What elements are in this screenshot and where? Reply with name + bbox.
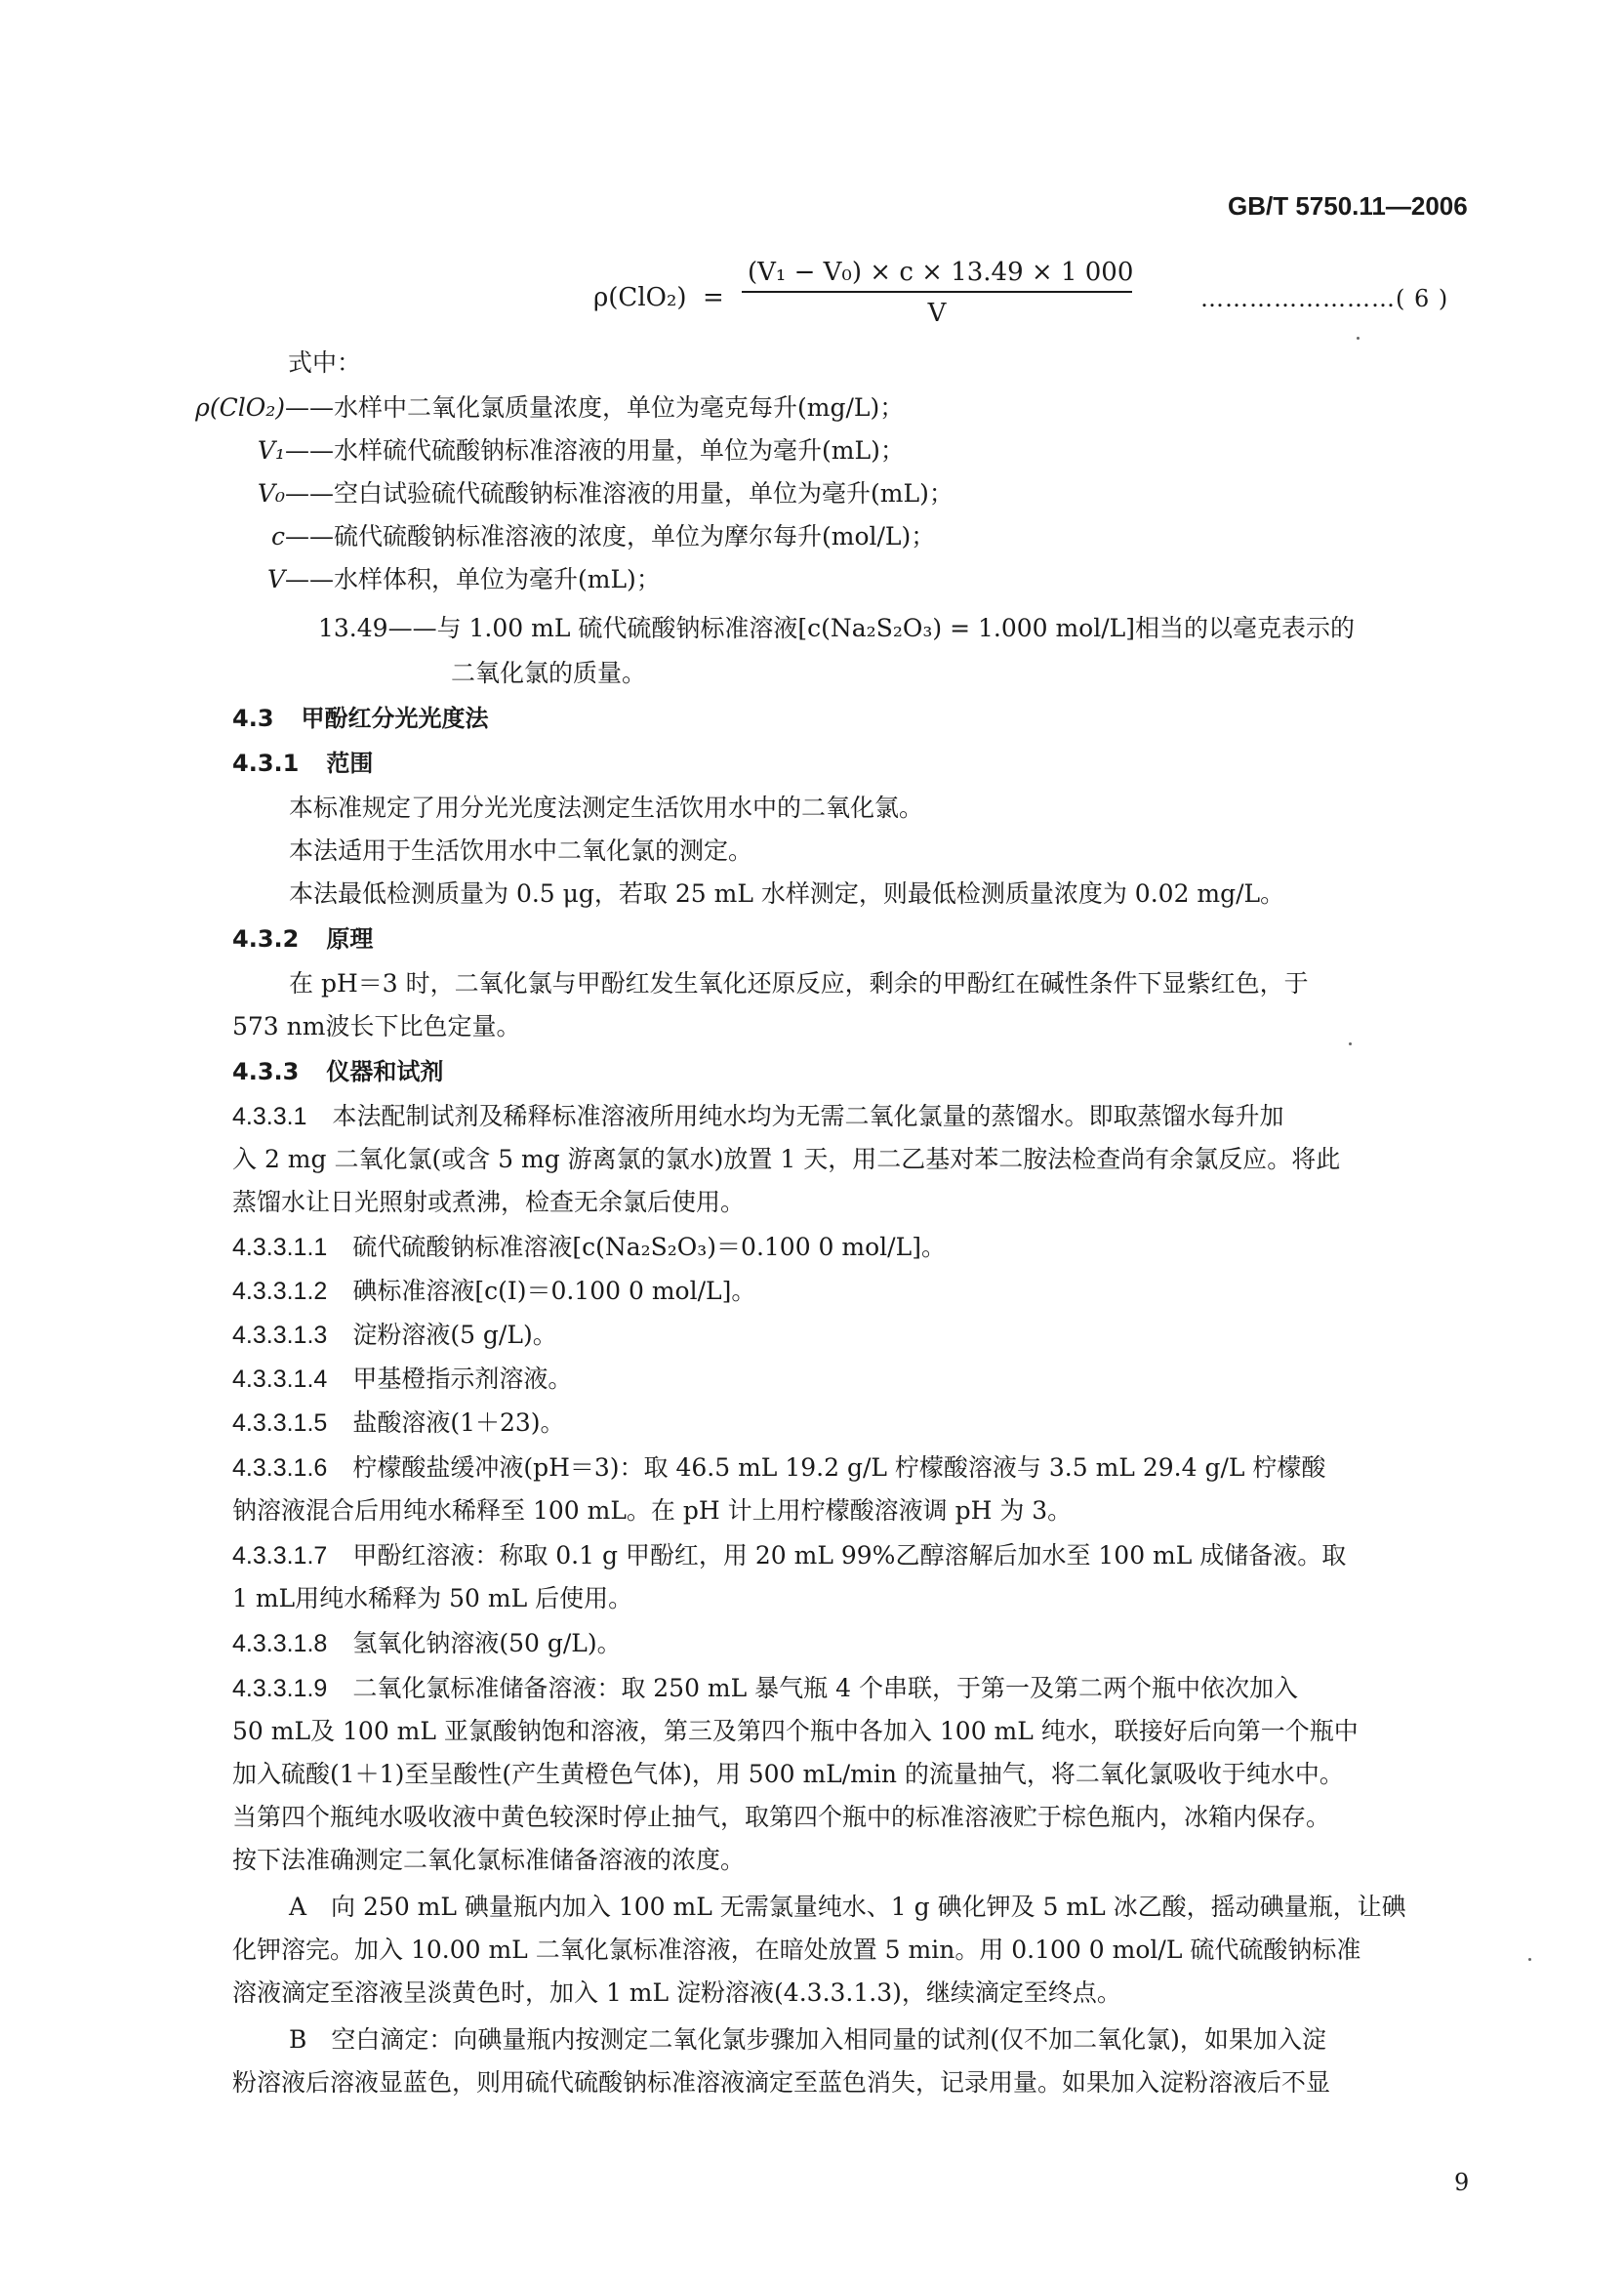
- clause-4-3-3-1-9: [232, 1669, 1298, 1704]
- clause-4-3-3-1-2: [232, 1272, 755, 1307]
- paragraph: 在 pH＝3 时，二氧化氯与甲酚红发生氧化还原反应，剩余的甲酚红在碱性条件下显紫红色，于: [289, 969, 1309, 998]
- clause-4-3-3-1-4: [232, 1360, 572, 1395]
- clause-number: 4.3.3.1.3: [232, 1322, 328, 1349]
- clause-text: 氢氧化钠溶液(50 g/L)。: [352, 1629, 622, 1657]
- clause-number: 4.3.3.1.5: [232, 1409, 328, 1437]
- paragraph: 本标准规定了用分光光度法测定生活饮用水中的二氧化氯。: [289, 794, 924, 822]
- section-title: 甲酚红分光光度法: [301, 705, 489, 732]
- clause-text: 淀粉溶液(5 g/L)。: [352, 1321, 557, 1349]
- variable-v0: [168, 474, 954, 510]
- variable-description: ——硫代硫酸钠标准溶液的浓度，单位为摩尔每升(mol/L)；: [285, 522, 936, 550]
- formula-equals: =: [703, 283, 724, 312]
- scan-speck: [1528, 1958, 1531, 1961]
- formula-denominator: V: [927, 299, 947, 328]
- paragraph: 钠溶液混合后用纯水稀释至 100 mL。在 pH 计上用柠檬酸溶液调 pH 为 3。: [232, 1496, 1073, 1525]
- variable-symbol: 13.49: [318, 614, 388, 642]
- clause-text: 柠檬酸盐缓冲液(pH＝3)：取 46.5 mL 19.2 g/L 柠檬酸溶液与 3.5 mL 29.4 g/L 柠檬酸: [352, 1453, 1326, 1482]
- step-b: B 空白滴定：向碘量瓶内按测定二氧化氯步骤加入相同量的试剂(仅不加二氧化氯)，如果加入淀: [289, 2025, 1326, 2054]
- clause-text: 盐酸溶液(1＋23)。: [352, 1408, 565, 1437]
- variable-symbol: V₀: [257, 479, 285, 508]
- paragraph: 50 mL及 100 mL 亚氯酸钠饱和溶液，第三及第四个瓶中各加入 100 mL 纯水，联接好后向第一个瓶中: [232, 1717, 1359, 1745]
- section-number: 4.3: [232, 705, 274, 732]
- section-title: 仪器和试剂: [326, 1058, 444, 1085]
- clause-text: 二氧化氯标准储备溶液：取 250 mL 暴气瓶 4 个串联，于第一及第二两个瓶中依次加入: [352, 1674, 1298, 1702]
- where-label: 式中：: [288, 348, 362, 377]
- clause-number: 4.3.3.1.2: [232, 1278, 328, 1305]
- scan-speck: [1349, 1042, 1352, 1045]
- section-4-3-3-heading: [232, 1052, 443, 1086]
- paragraph: 573 nm波长下比色定量。: [232, 1012, 521, 1040]
- variable-k: [318, 609, 1355, 644]
- paragraph: 化钾溶完。加入 10.00 mL 二氧化氯标准溶液，在暗处放置 5 min。用 0.100 0 mol/L 硫代硫酸钠标准: [232, 1936, 1361, 1964]
- paragraph: 本法最低检测质量为 0.5 μg，若取 25 mL 水样测定，则最低检测质量浓度为 0.02 mg/L。: [289, 879, 1285, 908]
- variable-v1: [168, 431, 905, 467]
- variable-symbol: c: [270, 522, 285, 550]
- clause-4-3-3-1-1: [232, 1228, 946, 1263]
- clause-text: 硫代硫酸钠标准溶液[c(Na₂S₂O₃)＝0.100 0 mol/L]。: [352, 1233, 946, 1261]
- section-4-3-2-heading: [232, 919, 373, 954]
- variable-description: ——水样体积，单位为毫升(mL)；: [285, 565, 661, 593]
- section-number: 4.3.3: [232, 1058, 300, 1085]
- page-number: 9: [1454, 2169, 1470, 2196]
- clause-number: 4.3.3.1.8: [232, 1630, 328, 1657]
- variable-rho: [168, 388, 904, 424]
- variable-symbol: V₁: [257, 436, 285, 465]
- clause-number: 4.3.3.1.7: [232, 1542, 328, 1570]
- clause-number: 4.3.3.1.1: [232, 1234, 328, 1261]
- formula-fraction: [742, 258, 1132, 328]
- paragraph: 溶液滴定至溶液呈淡黄色时，加入 1 mL 淀粉溶液(4.3.3.1.3)，继续滴定至终点。: [232, 1978, 1121, 2007]
- clause-number: 4.3.3.1.9: [232, 1675, 328, 1702]
- variable-description: ——与 1.00 mL 硫代硫酸钠标准溶液[c(Na₂S₂O₃) = 1.000 mol/L]相当的以毫克表示的: [387, 614, 1356, 642]
- variable-k-continued: 二氧化氯的质量。: [451, 659, 647, 687]
- clause-4-3-3-1-7: [232, 1536, 1346, 1571]
- variable-description: ——水样硫代硫酸钠标准溶液的用量，单位为毫升(mL)；: [285, 436, 905, 465]
- clause-4-3-3-1-8: [232, 1624, 622, 1659]
- clause-4-3-3-1-6: [232, 1448, 1325, 1484]
- clause-text: 甲基橙指示剂溶液。: [352, 1365, 573, 1393]
- clause-4-3-3-1-5: [232, 1404, 565, 1439]
- clause-4-3-3-1: [232, 1097, 1283, 1132]
- clause-text: 甲酚红溶液：称取 0.1 g 甲酚红，用 20 mL 99%乙醇溶解后加水至 100 mL 成储备液。取: [352, 1541, 1347, 1570]
- formula-numerator: (V₁ − V₀) × c × 13.49 × 1 000: [742, 258, 1132, 293]
- paragraph: 按下法准确测定二氧化氯标准储备溶液的浓度。: [232, 1846, 746, 1874]
- section-number: 4.3.2: [232, 925, 300, 953]
- variable-description: ——水样中二氧化氯质量浓度，单位为毫克每升(mg/L)；: [285, 393, 905, 422]
- paragraph: 1 mL用纯水稀释为 50 mL 后使用。: [232, 1584, 633, 1612]
- scan-speck: [1357, 337, 1360, 340]
- paragraph: 粉溶液后溶液显蓝色，则用硫代硫酸钠标准溶液滴定至蓝色消失，记录用量。如果加入淀粉溶液后不显: [232, 2068, 1331, 2097]
- paragraph: 蒸馏水让日光照射或煮沸，检查无余氯后使用。: [232, 1188, 746, 1216]
- clause-number: 4.3.3.1.6: [232, 1454, 328, 1482]
- clause-number: 4.3.3.1.4: [232, 1366, 328, 1393]
- clause-text: 碘标准溶液[c(I)＝0.100 0 mol/L]。: [352, 1277, 756, 1305]
- variable-c: [168, 517, 935, 552]
- paragraph: 入 2 mg 二氧化氯(或含 5 mg 游离氯的氯水)放置 1 天，用二乙基对苯二胺法检查尚有余氯反应。将此: [232, 1145, 1341, 1173]
- section-number: 4.3.1: [232, 750, 300, 777]
- clause-4-3-3-1-3: [232, 1316, 557, 1351]
- variable-symbol: ρ(ClO₂): [195, 393, 285, 422]
- paragraph: 当第四个瓶纯水吸收液中黄色较深时停止抽气，取第四个瓶中的标准溶液贮于棕色瓶内，冰箱内保存。: [232, 1803, 1331, 1831]
- variable-v: [168, 560, 661, 595]
- paragraph: 加入硫酸(1＋1)至呈酸性(产生黄橙色气体)，用 500 mL/min 的流量抽气，将二氧化氯吸收于纯水中。: [232, 1760, 1344, 1788]
- variable-description: ——空白试验硫代硫酸钠标准溶液的用量，单位为毫升(mL)；: [285, 479, 954, 508]
- paragraph: 本法适用于生活饮用水中二氧化氯的测定。: [289, 836, 753, 865]
- clause-number: 4.3.3.1: [232, 1103, 307, 1130]
- section-4-3-heading: [232, 699, 489, 733]
- section-title: 原理: [326, 925, 374, 953]
- formula-lhs: ρ(ClO₂): [593, 283, 687, 312]
- clause-text: 本法配制试剂及稀释标准溶液所用纯水均为无需二氧化氯量的蒸馏水。即取蒸馏水每升加: [332, 1102, 1284, 1130]
- section-4-3-1-heading: [232, 744, 373, 778]
- standard-number: GB/T 5750.11—2006: [1228, 191, 1468, 221]
- section-title: 范围: [326, 750, 374, 777]
- variable-symbol: V: [266, 565, 285, 593]
- formula-number: ……………………( 6 ): [1200, 285, 1449, 312]
- step-a: A 向 250 mL 碘量瓶内加入 100 mL 无需氯量纯水、1 g 碘化钾及 5 mL 冰乙酸，摇动碘量瓶，让碘: [289, 1893, 1406, 1921]
